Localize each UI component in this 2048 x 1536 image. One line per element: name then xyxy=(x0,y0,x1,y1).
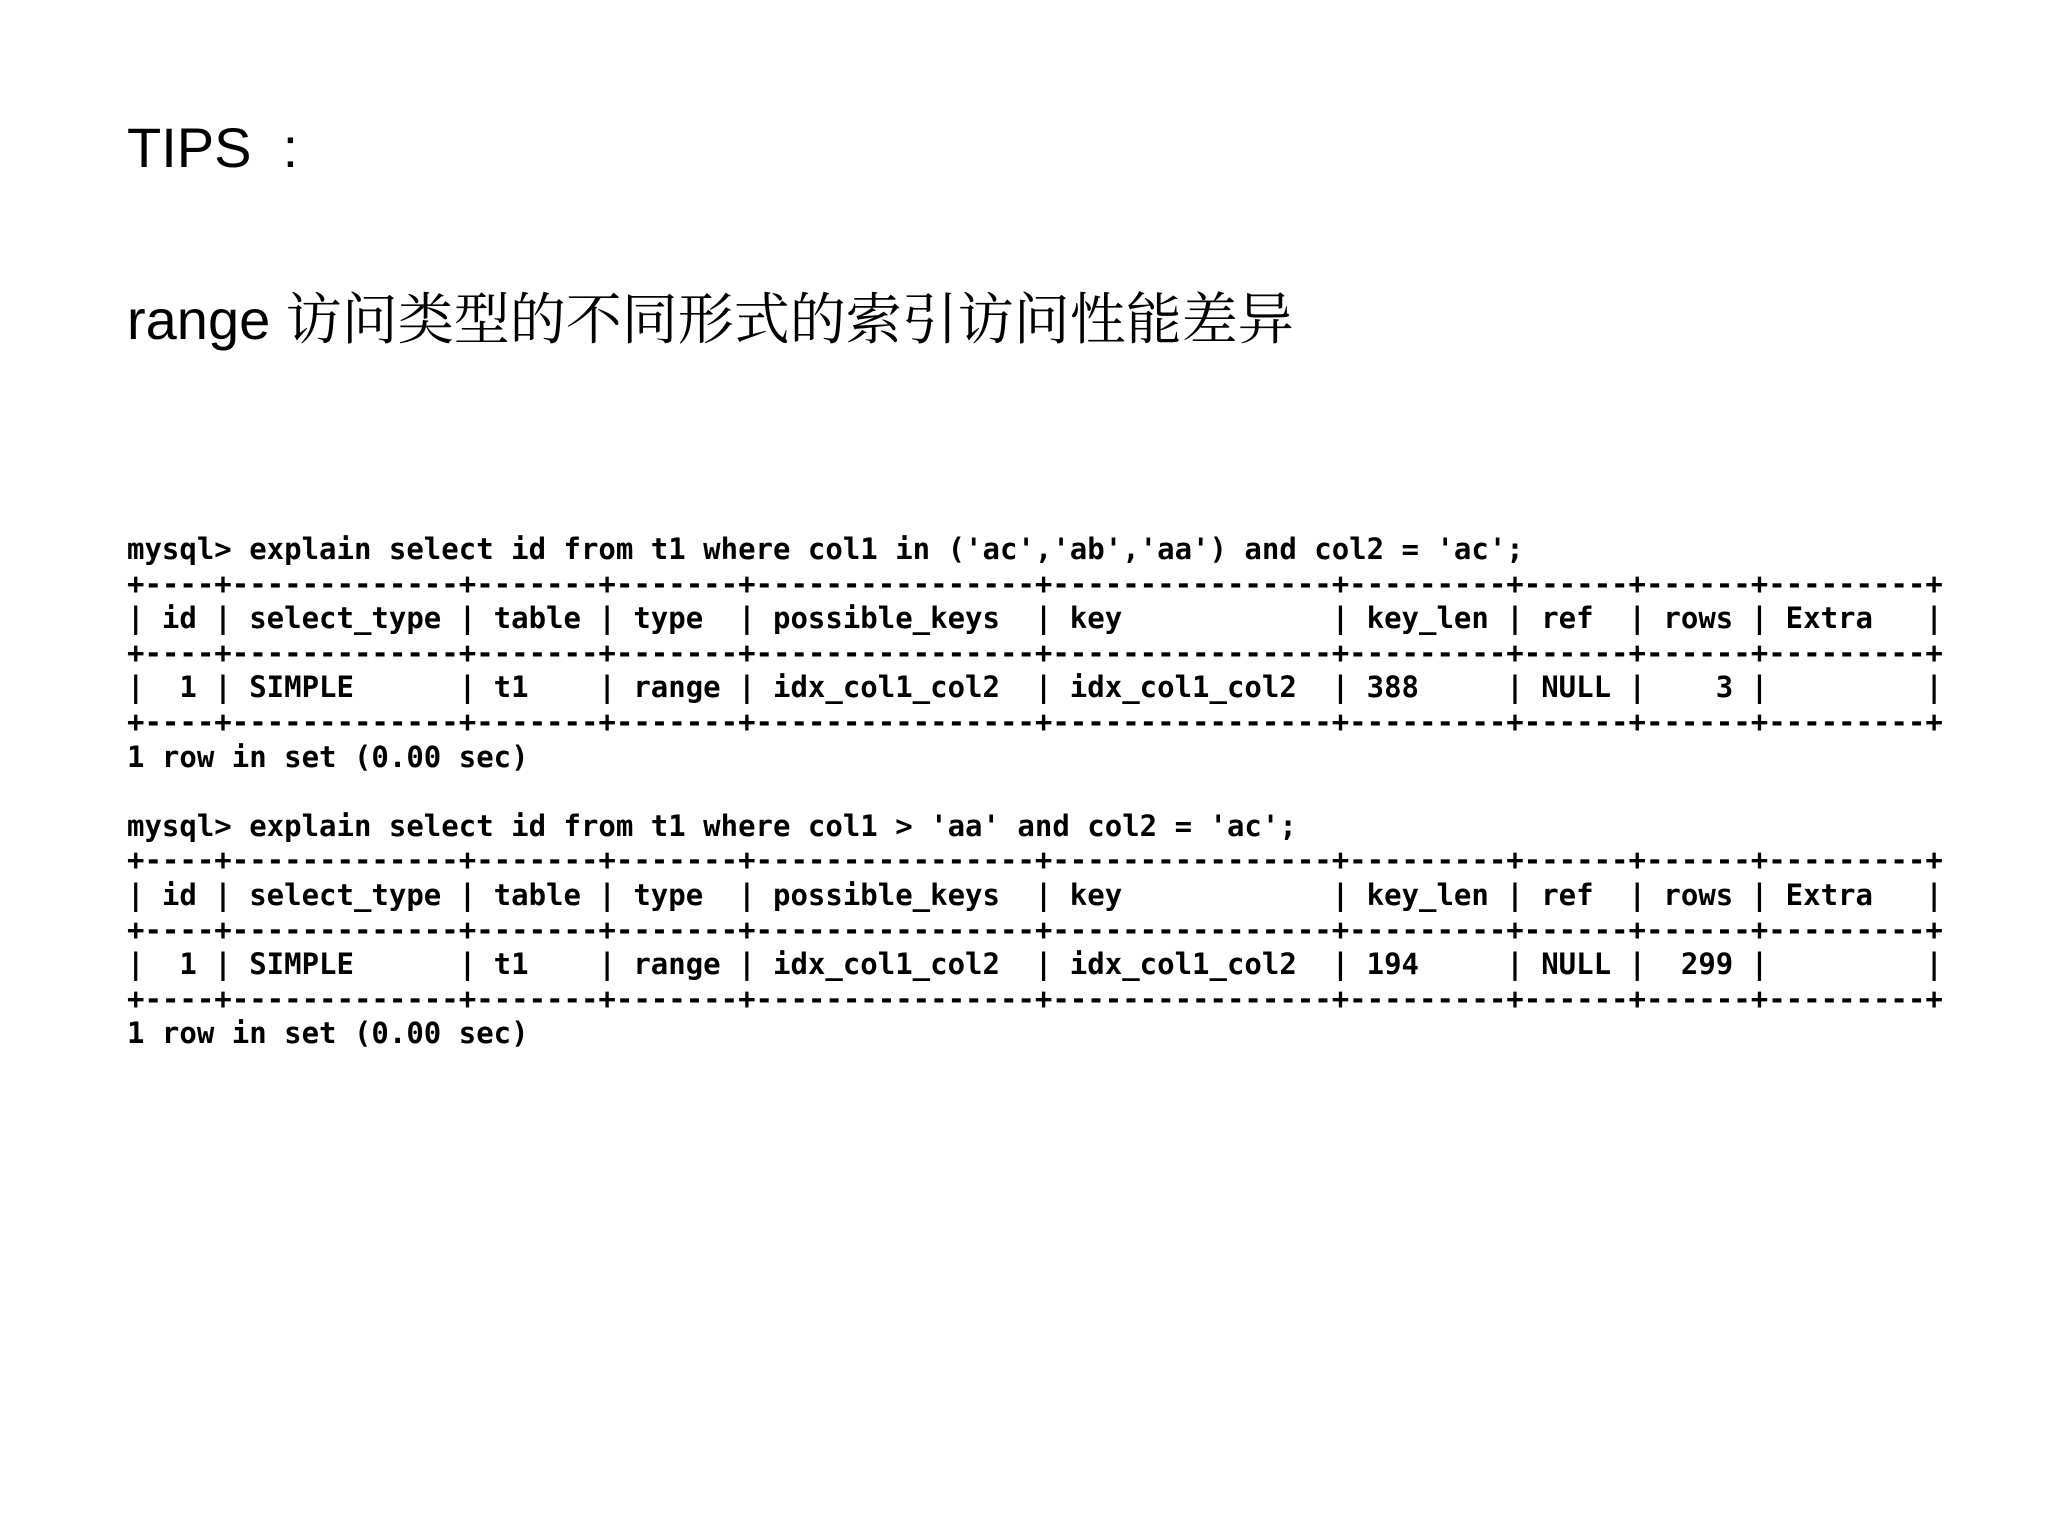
query-1-table-border-bottom: +----+-------------+-------+-------+----------------+----------------+---------+------+------+---------+ xyxy=(127,704,1943,739)
query-2-table-row: | 1 | SIMPLE | t1 | range | idx_col1_col2 | idx_col1_col2 | 194 | NULL | 299 | | xyxy=(127,947,1943,982)
query-2-table-border-bottom: +----+-------------+-------+-------+----------------+----------------+---------+------+------+---------+ xyxy=(127,981,1943,1016)
spacer xyxy=(127,774,1943,809)
query-2-table-header: | id | select_type | table | type | possible_keys | key | key_len | ref | rows | Extra | xyxy=(127,877,1943,912)
query-2-table-border-top: +----+-------------+-------+-------+----------------+----------------+---------+------+------+---------+ xyxy=(127,843,1943,878)
query-2-result: 1 row in set (0.00 sec) xyxy=(127,1016,529,1051)
query-1-table-row: | 1 | SIMPLE | t1 | range | idx_col1_col2 | idx_col1_col2 | 388 | NULL | 3 | | xyxy=(127,670,1943,705)
query-2-prompt: mysql> explain select id from t1 where col1 > 'aa' and col2 = 'ac'; xyxy=(127,808,1297,843)
query-1-table-border-mid: +----+-------------+-------+-------+----------------+----------------+---------+------+------+---------+ xyxy=(127,635,1943,670)
slide-subtitle: range 访问类型的不同形式的索引访问性能差异 xyxy=(127,288,1294,351)
tips-heading: TIPS : xyxy=(127,116,299,179)
mysql-console-output xyxy=(127,532,1943,1051)
query-1-table-header: | id | select_type | table | type | possible_keys | key | key_len | ref | rows | Extra | xyxy=(127,601,1943,636)
query-1-result: 1 row in set (0.00 sec) xyxy=(127,739,529,774)
query-1-prompt: mysql> explain select id from t1 where col1 in ('ac','ab','aa') and col2 = 'ac'; xyxy=(127,532,1524,566)
query-2-table-border-mid: +----+-------------+-------+-------+----------------+----------------+---------+------+------+---------+ xyxy=(127,912,1943,947)
query-1-table-border-top: +----+-------------+-------+-------+----------------+----------------+---------+------+------+---------+ xyxy=(127,566,1943,601)
